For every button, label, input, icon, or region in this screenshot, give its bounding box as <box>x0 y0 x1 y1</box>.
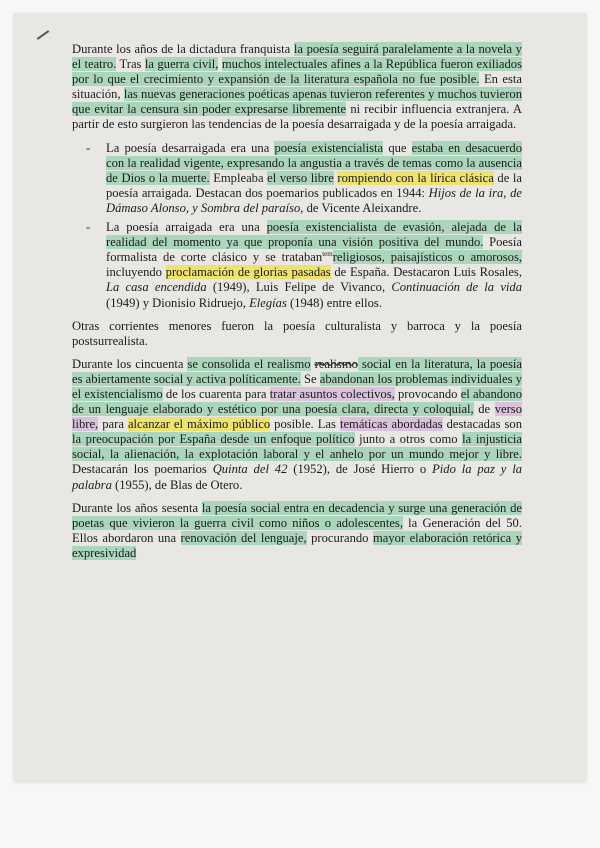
highlight-purple: verso libre, <box>72 402 522 432</box>
highlight-green: abandonan los problemas individuales y el existencialismo <box>72 371 522 401</box>
text-run: Poesía formalista de corte clásico y se trataban <box>106 235 523 265</box>
text-run: Durante los años sesenta <box>72 500 202 515</box>
highlight-yellow: alcanzar el máximo público <box>127 417 271 432</box>
italic-title: Pido la paz y la palabra <box>72 462 523 492</box>
highlight-green: renovación del lenguaje, <box>180 530 307 545</box>
highlight-green: se consolida el realismo <box>187 356 311 371</box>
paragraph-sixties <box>72 501 522 561</box>
highlight-green: mayor elaboración retórica y expresividad <box>72 530 523 560</box>
paragraph-intro <box>72 42 522 133</box>
text-run: destacadas son <box>442 417 522 432</box>
highlight-green: la poesía social entra en decadencia y surge una generación de poetas que vivieron la guerra civil como niños o adolescentes, <box>72 500 522 530</box>
italic-title: Quinta del 42 <box>212 462 288 477</box>
text-run: posible. Las <box>270 417 340 432</box>
highlight-green: poesía existencialista de evasión, alejada de la realidad del momento ya que proponía una visión positiva del mundo. <box>106 220 522 250</box>
italic-title: Elegías <box>249 295 287 310</box>
text-run: Destacarán los poemarios <box>72 462 213 477</box>
text-run: que <box>383 140 412 155</box>
text-run: la Generación del 50. Ellos abordaron una <box>72 515 522 545</box>
highlight-green: muchos intelectuales afines a la República fueron exiliados por lo que el crecimiento y expansión de la literatura española no fue posible. <box>72 57 523 87</box>
text-run: junto a otros como <box>354 432 463 447</box>
list-item-arraigada <box>72 220 522 311</box>
list-bullet: - <box>86 140 91 155</box>
paragraph-fifties <box>72 357 522 493</box>
highlight-yellow: proclamación de glorias pasadas <box>165 265 331 280</box>
text-run: Durante los años de la dictadura franquista <box>72 42 294 56</box>
text-run: (1948) entre ellos. <box>286 295 382 310</box>
document-body <box>72 42 522 569</box>
text-run: de los cuarenta para <box>162 386 270 401</box>
italic-title: Continuación de la vida <box>391 280 523 295</box>
highlight-green: las nuevas generaciones poéticas apenas tuvieron referentes y muchos tuvieron que evitar la censura sin poder expresarse libremente <box>72 87 522 117</box>
highlight-green: estaba en desacuerdo con la realidad vigente, expresando la angustia a través de temas como la ausencia de Dios o la muerte. <box>106 140 522 185</box>
text-run: En esta situación, <box>72 72 522 102</box>
text-run: La poesía arraigada era una <box>106 220 267 235</box>
text-run: La poesía desarraigada era una <box>106 140 275 155</box>
highlight-green: el abandono de un lenguaje elaborado y estético por una poesía clara, directa y coloquial, <box>72 386 522 417</box>
list-bullet: - <box>86 220 91 235</box>
highlight-purple: tratar asuntos colectivos, <box>269 386 395 401</box>
scanned-page <box>14 14 586 782</box>
text-run: para <box>98 417 128 432</box>
list-item-desarraigada <box>72 141 522 216</box>
pen-mark <box>37 30 50 40</box>
text-run: Tras <box>116 57 145 72</box>
highlight-green: social en la literatura, la poesía es abiertamente social y activa políticamente. <box>72 356 522 386</box>
highlight-green: la guerra civil, <box>144 57 219 72</box>
text-run: provocando <box>394 386 461 401</box>
text-run: de <box>473 402 495 417</box>
text-run: incluyendo <box>106 265 166 280</box>
text-run: de la poesía arraigada. Destacan dos poemarios publicados en 1944: <box>106 170 522 200</box>
highlight-green: religiosos, paisajísticos o amorosos, <box>332 250 522 265</box>
text-run: Durante los cincuenta <box>72 356 188 371</box>
italic-title: La casa encendida <box>106 280 207 295</box>
text-run: Se <box>300 371 320 386</box>
tendencies-list <box>72 141 522 311</box>
highlight-yellow: rompiendo con la lírica clásica <box>337 170 494 185</box>
struck-word: realismo <box>314 356 358 371</box>
italic-titles: Hijos de la ira, de Dámaso Alonso, y Sombra del paraíso, <box>106 185 522 215</box>
highlight-green: el verso libre <box>267 170 334 185</box>
text-run: (1949), Luis Felipe de Vivanco, <box>206 280 392 295</box>
handwritten-note: tem <box>322 250 333 259</box>
text-run: (1952), de José Hierro o <box>287 462 433 477</box>
highlight-purple: temáticas abordadas <box>339 417 443 432</box>
paragraph-other-currents: Otras corrientes menores fueron la poesía culturalista y barroca y la poesía postsurrealista. <box>72 318 522 348</box>
text-run: de España. Destacaron Luis Rosales, <box>330 265 522 280</box>
highlight-green: la injusticia social, la alienación, la explotación laboral y el anhelo por un mundo mejor y libre. <box>72 432 523 462</box>
text-run: (1955), de Blas de Otero. <box>111 477 243 492</box>
highlight-green: poesía existencialista <box>274 140 384 155</box>
text-run: (1949) y Dionisio Ridruejo, <box>106 295 250 310</box>
text-run: Empleaba <box>209 170 268 185</box>
text-run: de Vicente Aleixandre. <box>303 200 422 215</box>
highlight-green: la preocupación por España desde un enfoque político <box>72 432 355 447</box>
text-run: procurando <box>306 530 373 545</box>
text-run: ni recibir influencia extranjera. A partir de esto surgieron las tendencias de la poesía desarraigada y de la poesía arraigada. <box>72 102 522 132</box>
highlight-green: la poesía seguirá paralelamente a la novela y el teatro. <box>72 42 522 72</box>
